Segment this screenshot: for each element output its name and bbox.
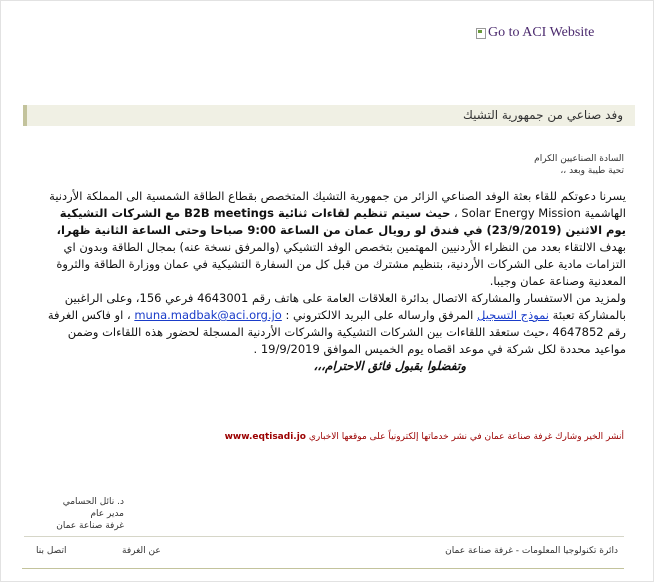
letter-body [40,188,626,375]
signature-name: د. نائل الحسامي [62,497,124,507]
p1-intro: يسرنا دعوتكم للقاء بعثة الوفد الصناعي الزائر من جمهورية التشيك المتخصص بقطاع الطاقة الشمسية الى المملكة الأردنية الهاشمية Solar Energy Mission ، [49,189,626,220]
p1-purpose: بهدف الالتقاء بعدد من النظراء الأردنيين المهتمين بتخصص الوفد التشيكي (والمرفق نسخة عنه) بمجال الطاقة وبدون اي التزامات مادية على الشركات الأردنية، بتنظيم مشترك من قبل كل من السفارة التشيكية في عمان ووزارة الطاقة والثروة المعدنية وصناعة عمان وجيبا. [56,240,626,288]
footer-contact-link[interactable]: اتصل بنا [36,546,67,556]
salutation-line2: تحية طيبة وبعد ،، [560,166,624,176]
footer [22,540,624,569]
share-text: أنشر الخير وشارك غرفة صناعة عمان في نشر خدماتها إلكترونياً على موقعها الاخباري [308,432,624,442]
title-banner [23,105,635,126]
signature-org: غرفة صناعة عمان [56,521,124,531]
paragraph-2 [40,290,626,358]
footer-copyright: دائرة تكنولوجيا المعلومات - غرفة صناعة عمان [445,546,618,556]
email-link[interactable]: muna.madbak@aci.org.jo [134,308,282,322]
divider [24,536,624,537]
signature-title: مدير عام [90,509,124,519]
p1-meeting-details: حيث سيتم تنظيم لقاءات ثنائية B2B meetings مع الشركات التشيكية يوم الاثنين (23/9/2019) في فندق لو رويال عمان من الساعة 9:00 صباحا وحتى الساعة الثانية ظهرا، [56,206,626,237]
aci-website-link[interactable] [476,25,594,41]
p2-schedule: ، او فاكس الغرفة رقم 4647852 ،حيث ستعقد اللقاءات بين الشركات التشيكية والشركات الأردنية المسجلة لحضور هذه اللقاءات وضمن مواعيد محددة لكل شركة في موعد اقصاه يوم الخميس الموافق 19/9/2019 . [47,308,626,356]
paragraph-1 [40,188,626,290]
signature-block [24,496,124,532]
p2-email-intro: المرفق وارساله على البريد الالكتروني : [285,308,474,322]
eqtisadi-link[interactable]: www.eqtisadi.jo [224,432,306,442]
salutation-line1: السادة الصناعيين الكرام [534,154,624,164]
p2-contact: ولمزيد من الاستفسار والمشاركة الاتصال بدائرة العلاقات العامة على هاتف رقم 4643001 فرعي 156، وعلى الراغبين بالمشاركة تعبئة [64,291,626,322]
broken-image-icon [476,28,486,39]
aci-website-link-label: Go to ACI Website [488,25,595,40]
share-notice [225,432,624,442]
footer-about-link[interactable]: عن الغرفة [122,546,161,556]
banner-title: وفد صناعي من جمهورية التشيك [463,108,623,122]
salutation [534,153,624,177]
registration-form-link[interactable]: نموذج التسجيل [476,308,550,322]
closing-line: وتفضلوا بقبول فائق الاحترام،،، [313,359,466,373]
